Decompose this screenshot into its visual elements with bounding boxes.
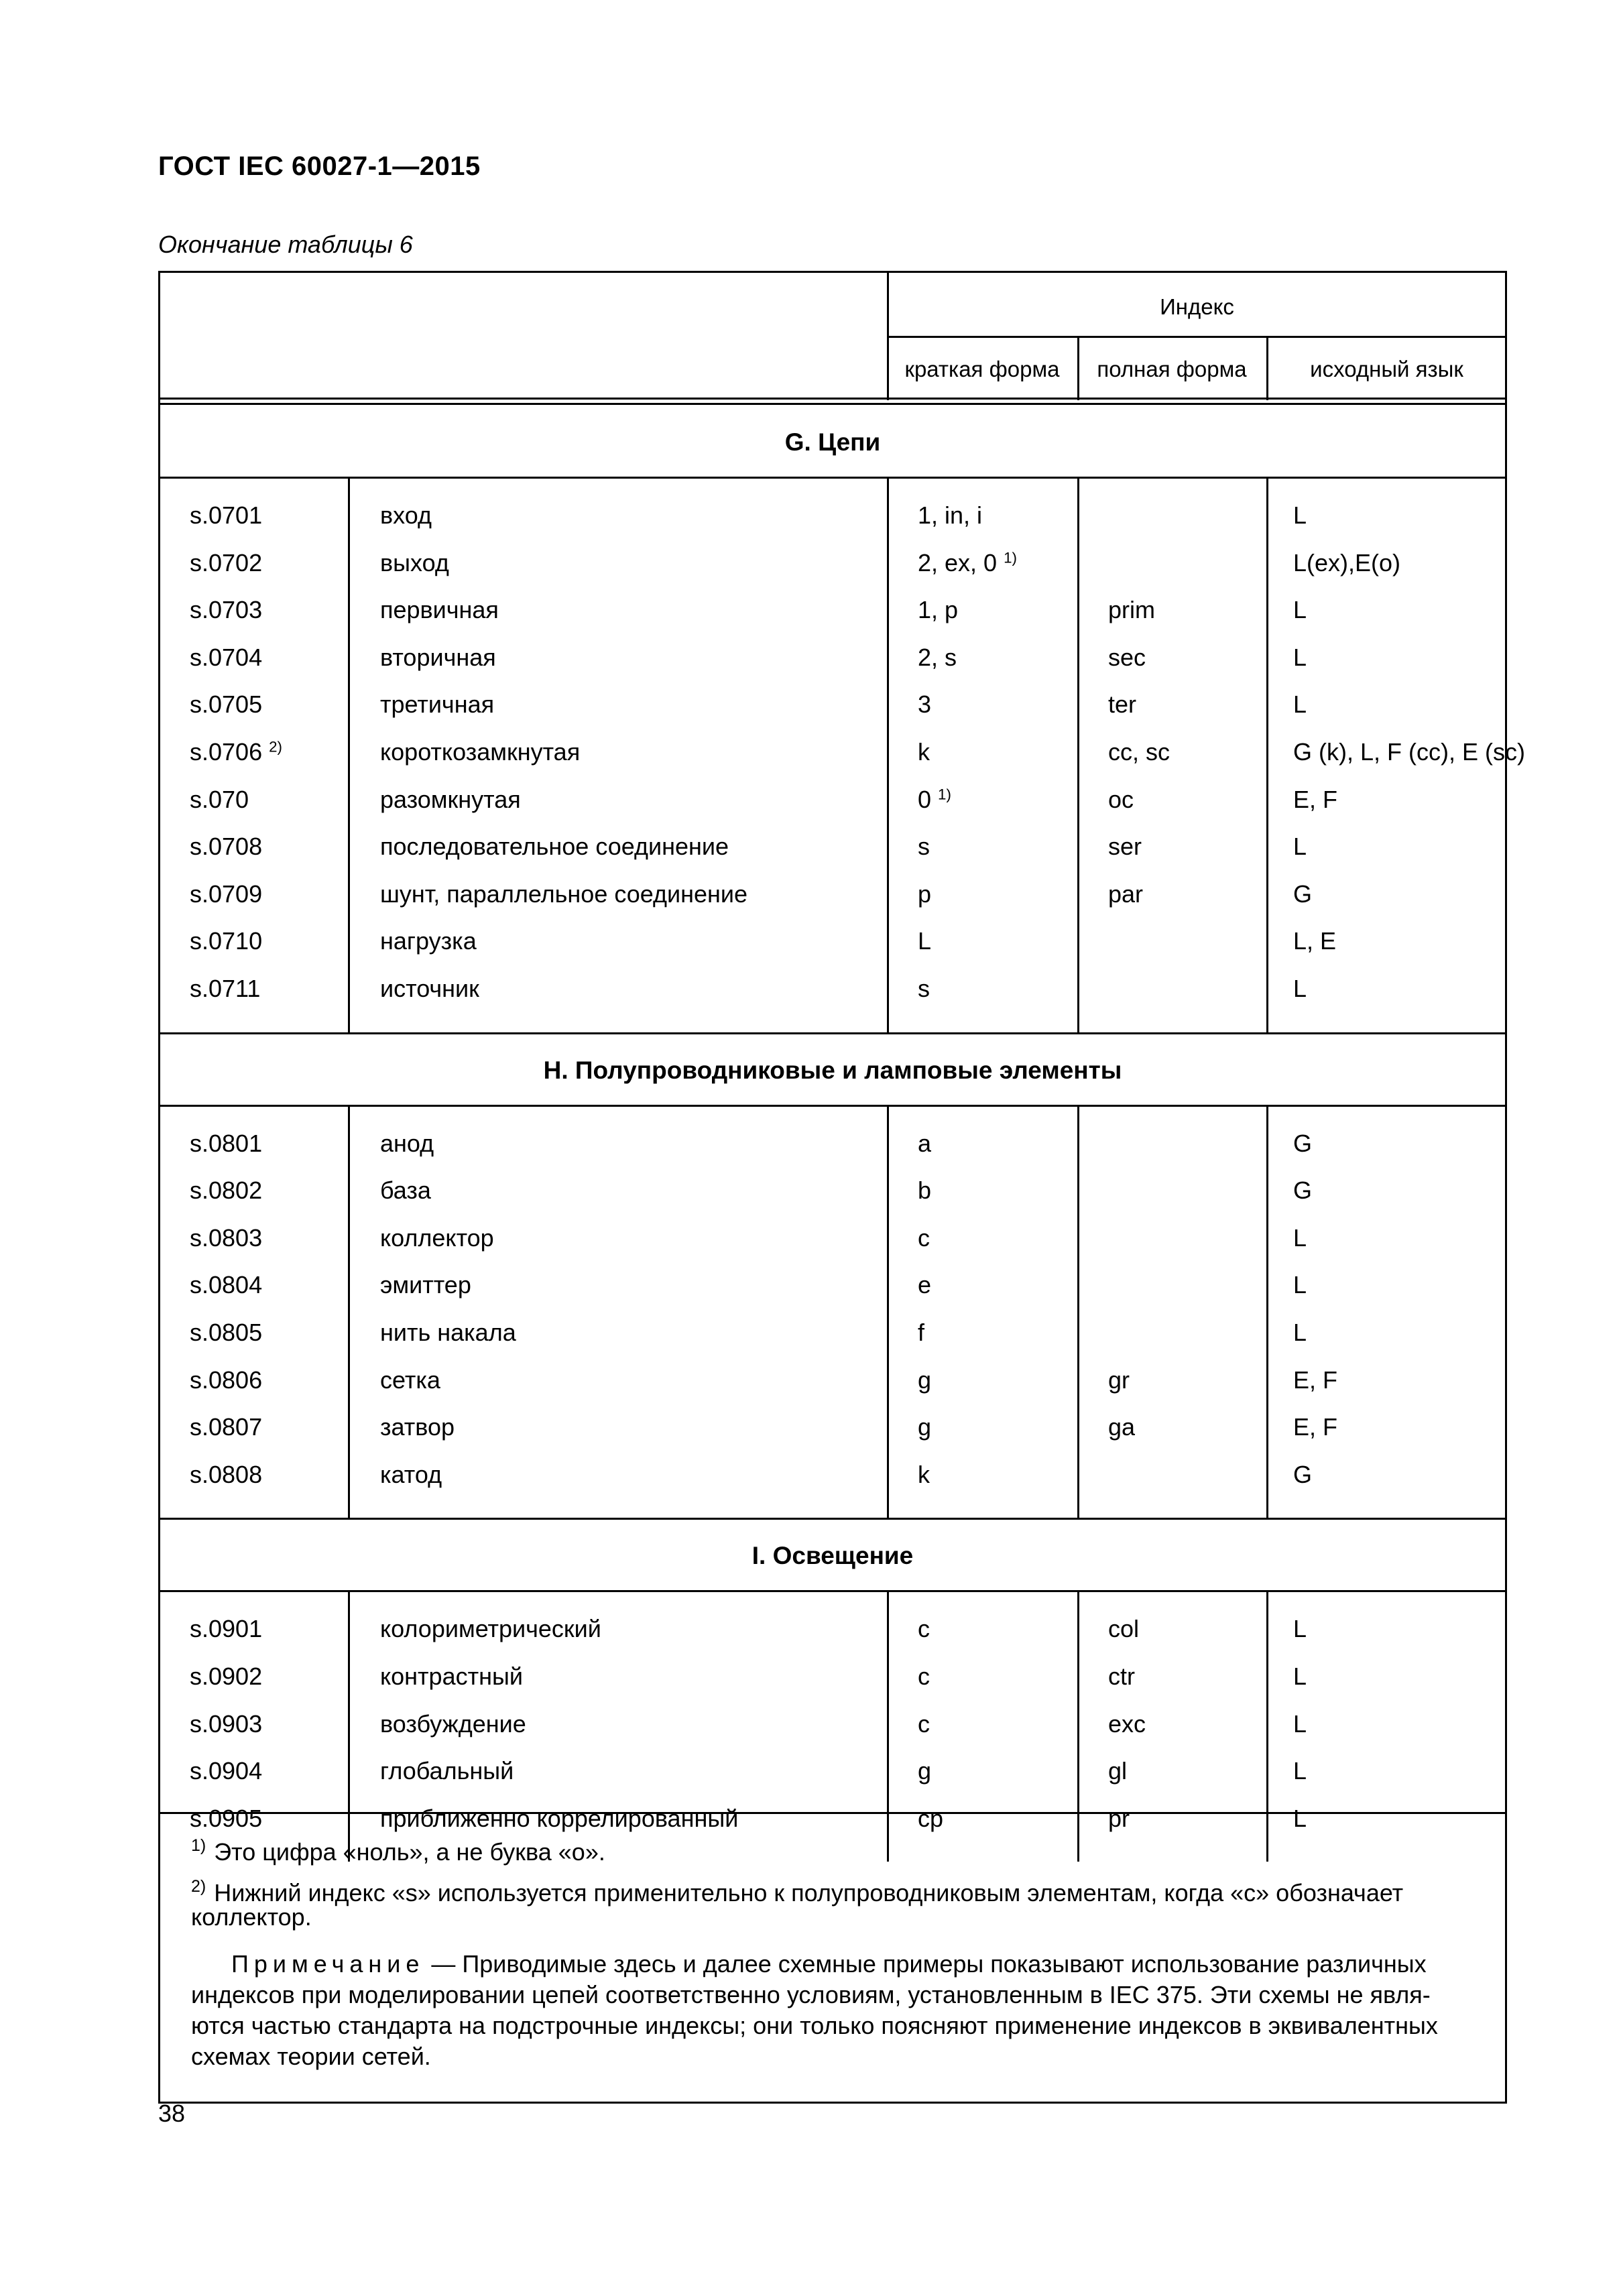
footnotes-top-line — [160, 1812, 1505, 1814]
row-short-form — [918, 503, 982, 528]
row-full-form-value: ga — [1108, 1413, 1136, 1441]
row-full-form — [1108, 1759, 1127, 1783]
row-short-form — [918, 1176, 932, 1205]
row-short-form — [918, 1273, 931, 1297]
row-short-form — [918, 1759, 931, 1783]
row-code-value: s.0903 — [190, 1709, 263, 1738]
row-name — [380, 1460, 442, 1488]
row-full-form — [1108, 1709, 1146, 1738]
row-code-value: s.0807 — [190, 1413, 263, 1441]
row-full-form-value: oc — [1108, 785, 1134, 813]
column-divider — [348, 477, 350, 1032]
row-code — [190, 882, 262, 906]
row-short-form-value: 2, s — [918, 643, 957, 671]
row-name — [380, 643, 496, 671]
row-code — [190, 692, 262, 717]
column-divider — [348, 1590, 350, 1862]
column-divider — [1266, 1105, 1268, 1518]
section-divider — [160, 1032, 1505, 1034]
column-divider — [1077, 477, 1079, 1032]
table-caption: Окончание таблицы 6 — [158, 231, 413, 258]
row-code-value: s.0901 — [190, 1615, 263, 1643]
row-code-value: s.0705 — [190, 690, 263, 719]
row-source-language-value: G — [1293, 1176, 1313, 1205]
note-label: Примечание — [231, 1950, 425, 1978]
section-title-divider — [160, 1590, 1505, 1592]
row-short-form — [918, 1321, 924, 1345]
row-full-form — [1108, 1804, 1130, 1832]
row-short-form-value: cp — [918, 1804, 944, 1832]
row-short-form — [918, 929, 931, 953]
row-full-form — [1108, 1415, 1135, 1439]
row-full-form-value: cc, sc — [1108, 738, 1170, 766]
row-short-form — [918, 692, 931, 717]
row-source-language-value: L — [1293, 596, 1307, 624]
row-short-form — [918, 1665, 930, 1689]
row-name — [380, 1665, 523, 1689]
header-bottom-line-1 — [160, 398, 1505, 400]
row-code — [190, 1804, 263, 1832]
row-code — [190, 548, 263, 577]
row-name — [380, 929, 477, 953]
col-full-header: полная форма — [1097, 357, 1247, 381]
row-code-value: s.0702 — [190, 548, 263, 577]
row-name-value: источник — [380, 975, 479, 1002]
index-header: Индекс — [1160, 294, 1234, 319]
row-source-language — [1293, 1804, 1307, 1832]
row-name — [380, 1176, 431, 1205]
row-code — [190, 643, 263, 671]
document-title: ГОСТ IEC 60027-1—2015 — [158, 152, 481, 181]
row-source-language-value: G — [1293, 1460, 1313, 1488]
row-short-form-value: c — [918, 1223, 930, 1252]
row-code — [190, 785, 249, 813]
row-source-language-value: E, F — [1293, 1366, 1338, 1394]
row-name-value: база — [380, 1176, 431, 1205]
row-source-language-value: L — [1293, 1709, 1307, 1738]
row-name — [380, 692, 494, 717]
row-name — [380, 1368, 440, 1392]
footnote-1-number: 1) — [191, 1836, 206, 1855]
row-name-value: эмиттер — [380, 1271, 471, 1299]
row-short-form-value: f — [918, 1319, 925, 1346]
row-short-form-value: s — [918, 833, 930, 861]
row-name — [380, 740, 580, 764]
row-name-value: короткозамкнутая — [380, 738, 581, 766]
row-code-value: s.0905 — [190, 1804, 263, 1832]
row-name — [380, 598, 499, 622]
footnote-2-continuation: коллектор. — [191, 1903, 312, 1931]
row-full-form-value: sec — [1108, 643, 1146, 671]
column-divider — [1077, 1105, 1079, 1518]
row-name — [380, 1617, 601, 1641]
row-short-form — [918, 1368, 931, 1392]
row-source-language-value: L — [1293, 1223, 1307, 1252]
row-name — [380, 1129, 434, 1157]
row-code-value: s.0703 — [190, 596, 263, 624]
row-short-form — [918, 598, 958, 622]
row-code-value: s.0804 — [190, 1271, 263, 1299]
row-name-value: анод — [380, 1129, 434, 1157]
row-source-language-value: E, F — [1293, 785, 1338, 813]
row-name-value: контрастный — [380, 1663, 523, 1690]
row-code — [190, 1617, 262, 1641]
note-line-1 — [231, 1949, 1505, 1980]
row-name — [380, 548, 449, 577]
row-full-form — [1108, 643, 1146, 671]
row-source-language-value: L — [1293, 1804, 1307, 1832]
row-source-language-value: L — [1293, 833, 1307, 861]
row-name-value: коллектор — [380, 1223, 494, 1252]
row-full-form — [1108, 1665, 1135, 1689]
row-full-form-value: ser — [1108, 833, 1142, 861]
footnote-1-text: Это цифра «ноль», а не буква «о». — [214, 1838, 605, 1866]
row-full-form — [1108, 1368, 1130, 1392]
row-code — [190, 1273, 262, 1297]
row-full-form-value: ter — [1108, 690, 1137, 719]
row-name-value: затвор — [380, 1413, 455, 1441]
section-title-divider — [160, 477, 1505, 479]
row-source-language-value: L — [1293, 975, 1307, 1002]
row-code — [190, 1460, 263, 1488]
row-code-value: s.0802 — [190, 1176, 263, 1205]
row-source-language-value: L — [1293, 501, 1307, 529]
row-short-form — [918, 1617, 930, 1641]
column-divider — [887, 1105, 889, 1518]
row-short-form — [918, 1223, 930, 1252]
row-source-language — [1293, 643, 1307, 671]
row-short-form-footnote-ref: 1) — [938, 786, 951, 803]
row-full-form — [1108, 882, 1143, 906]
row-source-language-value: L — [1293, 1615, 1307, 1643]
header-bottom-line-2 — [160, 403, 1505, 405]
row-name — [380, 1759, 514, 1783]
row-source-language-value: L — [1293, 690, 1307, 719]
row-name — [380, 1709, 526, 1738]
row-code-value: s.0710 — [190, 927, 263, 955]
row-code-value: s.0704 — [190, 643, 263, 671]
row-name-value: вторичная — [380, 643, 496, 671]
note-line-3: ются частью стандарта на подстрочные индексы; они только поясняют применение индексов в эквивалентных — [191, 2012, 1438, 2039]
row-code-value: s.0708 — [190, 833, 263, 861]
row-name-value: последовательное соединение — [380, 833, 729, 861]
row-name-value: вход — [380, 501, 432, 529]
column-divider — [1266, 1590, 1268, 1862]
section-title: I. Освещение — [752, 1542, 914, 1570]
row-full-form — [1108, 740, 1170, 764]
row-code-value: s.0805 — [190, 1319, 263, 1346]
row-short-form — [918, 1804, 944, 1832]
row-source-language-value: G — [1293, 880, 1313, 908]
row-code — [190, 1415, 262, 1439]
row-code — [190, 1368, 262, 1392]
row-short-form — [918, 977, 930, 1001]
col-short-header: краткая форма — [904, 357, 1060, 381]
row-short-form-value: g — [918, 1757, 932, 1785]
row-short-form — [918, 882, 931, 906]
column-divider — [1266, 477, 1268, 1032]
note-text-1: — Приводимые здесь и далее схемные примеры показывают использование различных — [431, 1950, 1427, 1978]
row-code-value: s.070 — [190, 785, 249, 813]
row-short-form — [918, 643, 957, 671]
section-title-divider — [160, 1105, 1505, 1107]
row-name — [380, 977, 479, 1001]
row-source-language — [1293, 548, 1401, 577]
row-code — [190, 740, 282, 764]
row-short-form — [918, 1709, 930, 1738]
row-name-value: шунт, параллельное соединение — [380, 880, 748, 908]
column-divider — [348, 1105, 350, 1518]
row-source-language — [1293, 1665, 1307, 1689]
row-code — [190, 1223, 263, 1252]
row-name-value: третичная — [380, 690, 495, 719]
row-source-language-value: E, F — [1293, 1413, 1338, 1441]
row-code-value: s.0706 — [190, 738, 263, 766]
footnote-1 — [191, 1830, 1505, 1868]
row-short-form-value: g — [918, 1366, 932, 1394]
row-code — [190, 1759, 262, 1783]
section-title: G. Цепи — [784, 428, 881, 456]
row-code-value: s.0701 — [190, 501, 263, 529]
row-name-value: нить накала — [380, 1319, 516, 1346]
row-source-language — [1293, 835, 1307, 859]
row-name — [380, 1273, 471, 1297]
row-source-language — [1293, 785, 1338, 813]
note-line-4: схемах теории сетей. — [191, 2043, 431, 2070]
row-short-form — [918, 1415, 931, 1439]
row-code-value: s.0904 — [190, 1757, 263, 1785]
row-source-language — [1293, 692, 1307, 717]
row-full-form-value: exc — [1108, 1709, 1146, 1738]
row-short-form-value: c — [918, 1663, 930, 1690]
row-full-form — [1108, 598, 1155, 622]
row-short-form-value: 1, in, i — [918, 501, 983, 529]
header-subdivider — [887, 336, 1505, 338]
row-source-language — [1293, 740, 1525, 764]
row-short-form-value: g — [918, 1413, 932, 1441]
row-short-form-value: e — [918, 1271, 932, 1299]
row-name-value: сетка — [380, 1366, 440, 1394]
row-source-language — [1293, 977, 1307, 1001]
row-code-value: s.0803 — [190, 1223, 263, 1252]
row-code — [190, 1665, 262, 1689]
row-source-language — [1293, 1617, 1307, 1641]
row-short-form-value: 1, p — [918, 596, 959, 624]
footnote-2-text: Нижний индекс «s» используется применительно к полупроводниковым элементам, когда «c» обозначает — [214, 1879, 1404, 1907]
row-code-value: s.0902 — [190, 1663, 263, 1690]
column-divider — [887, 1590, 889, 1862]
row-source-language — [1293, 1709, 1307, 1738]
row-short-form-value: 3 — [918, 690, 932, 719]
row-name — [380, 1804, 739, 1832]
row-name-value: разомкнутая — [380, 785, 521, 813]
row-code — [190, 1321, 262, 1345]
row-name — [380, 785, 521, 813]
row-name-value: глобальный — [380, 1757, 514, 1785]
row-full-form-value: pr — [1108, 1804, 1130, 1832]
row-short-form-value: b — [918, 1176, 932, 1205]
row-code-value: s.0806 — [190, 1366, 263, 1394]
row-source-language — [1293, 598, 1307, 622]
note-line-2: индексов при моделировании цепей соответственно условиям, установленным в IEC 375. Эти схемы не явля- — [191, 1981, 1431, 2008]
row-source-language — [1293, 503, 1307, 528]
row-short-form-value: a — [918, 1129, 932, 1157]
row-code — [190, 1709, 263, 1738]
row-short-form-value: k — [918, 738, 930, 766]
row-short-form-value: 0 — [918, 785, 932, 813]
row-code-value: s.0711 — [190, 975, 261, 1002]
row-source-language-value: L — [1293, 1757, 1307, 1785]
row-full-form-value: ctr — [1108, 1663, 1135, 1690]
row-name — [380, 1415, 455, 1439]
row-short-form — [918, 835, 930, 859]
footnote-2-number: 2) — [191, 1877, 206, 1896]
row-code — [190, 977, 260, 1001]
row-code — [190, 1129, 263, 1157]
column-divider — [887, 477, 889, 1032]
row-source-language-value: L(ex),E(o) — [1293, 548, 1401, 577]
row-source-language-value: L — [1293, 1663, 1307, 1690]
row-short-form — [918, 1460, 930, 1488]
column-divider — [1077, 1590, 1079, 1862]
row-source-language — [1293, 1415, 1337, 1439]
row-name-value: колориметрический — [380, 1615, 601, 1643]
row-source-language — [1293, 1273, 1307, 1297]
row-short-form-value: 2, ex, 0 — [918, 548, 998, 577]
row-code-value: s.0801 — [190, 1129, 263, 1157]
row-code — [190, 1176, 263, 1205]
row-source-language-value: G — [1293, 1129, 1313, 1157]
row-name-value: выход — [380, 548, 449, 577]
row-short-form-value: s — [918, 975, 930, 1002]
section-title: H. Полупроводниковые и ламповые элементы — [543, 1056, 1122, 1084]
col-source-header: исходный язык — [1310, 357, 1463, 381]
row-code-value: s.0709 — [190, 880, 263, 908]
row-source-language — [1293, 929, 1336, 953]
row-source-language-value: L — [1293, 643, 1307, 671]
row-short-form-value: L — [918, 927, 932, 955]
row-short-form-value: p — [918, 880, 932, 908]
row-full-form-value: gl — [1108, 1757, 1128, 1785]
row-full-form — [1108, 1617, 1139, 1641]
row-name — [380, 1321, 516, 1345]
row-name-value: приближенно коррелированный — [380, 1804, 739, 1832]
row-short-form — [918, 1129, 932, 1157]
section-divider — [160, 1518, 1505, 1520]
row-short-form-footnote-ref: 1) — [1004, 549, 1017, 566]
row-full-form — [1108, 835, 1142, 859]
row-code-footnote-ref: 2) — [269, 738, 282, 756]
row-name-value: нагрузка — [380, 927, 477, 955]
row-full-form-value: par — [1108, 880, 1144, 908]
row-code — [190, 929, 262, 953]
row-short-form — [918, 740, 930, 764]
row-full-form-value: gr — [1108, 1366, 1130, 1394]
row-source-language-value: L, E — [1293, 927, 1337, 955]
row-name-value: возбуждение — [380, 1709, 526, 1738]
row-name-value: первичная — [380, 596, 499, 624]
row-source-language — [1293, 1321, 1307, 1345]
row-source-language — [1293, 1368, 1337, 1392]
row-short-form — [918, 785, 951, 813]
row-source-language — [1293, 1223, 1307, 1252]
row-name — [380, 835, 729, 859]
row-source-language-value: L — [1293, 1271, 1307, 1299]
row-full-form — [1108, 785, 1134, 813]
row-full-form-value: col — [1108, 1615, 1140, 1643]
page-number: 38 — [158, 2100, 186, 2127]
row-short-form-value: k — [918, 1460, 930, 1488]
row-code-value: s.0808 — [190, 1460, 263, 1488]
row-source-language-value: G (k), L, F (cc), E (sc) — [1293, 738, 1525, 766]
row-code — [190, 598, 262, 622]
row-name-value: катод — [380, 1460, 442, 1488]
row-source-language — [1293, 1460, 1313, 1488]
row-name — [380, 503, 432, 528]
index-table — [158, 271, 1525, 2104]
row-source-language — [1293, 882, 1312, 906]
row-code — [190, 503, 262, 528]
row-short-form-value: c — [918, 1709, 930, 1738]
row-short-form-value: c — [918, 1615, 930, 1643]
row-full-form-value: prim — [1108, 596, 1155, 624]
row-name — [380, 1223, 494, 1252]
row-source-language — [1293, 1129, 1313, 1157]
row-code — [190, 835, 262, 859]
row-source-language-value: L — [1293, 1319, 1307, 1346]
row-name — [380, 882, 747, 906]
row-short-form — [918, 548, 1017, 577]
row-source-language — [1293, 1176, 1313, 1205]
row-source-language — [1293, 1759, 1307, 1783]
row-full-form — [1108, 692, 1136, 717]
